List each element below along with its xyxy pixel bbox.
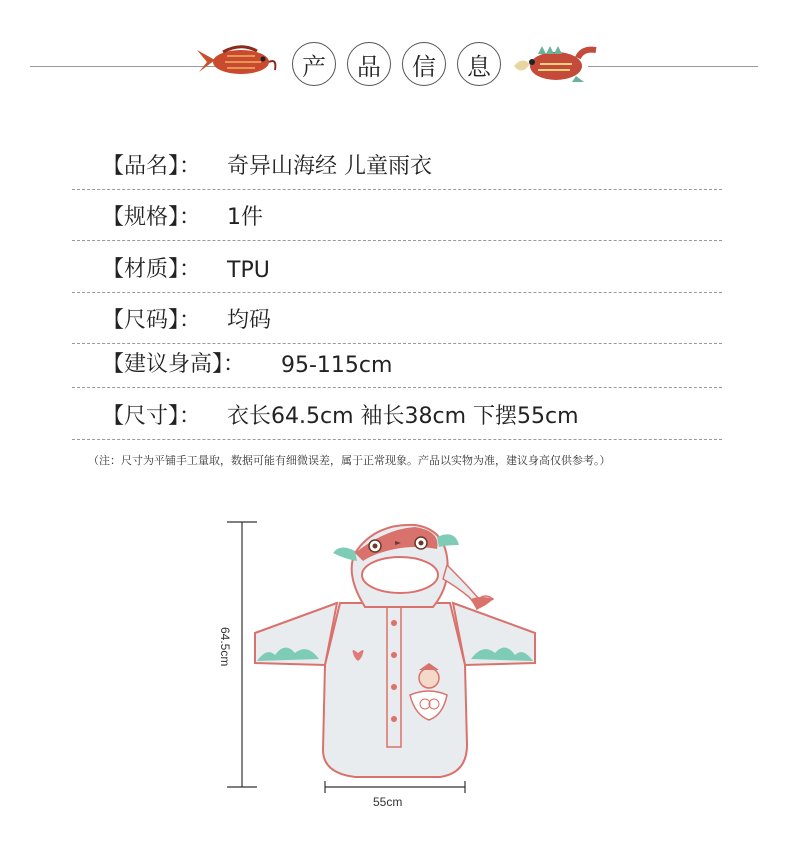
info-row-height [72, 344, 722, 388]
info-label: 【尺寸】： [102, 403, 202, 429]
info-label: 【规格】： [102, 205, 202, 230]
info-label: 【品名】： [102, 153, 202, 179]
width-label: 55cm [373, 795, 403, 809]
section-title [292, 42, 502, 88]
info-label: 【建议身高】： [102, 352, 246, 377]
carp-icon [195, 42, 279, 82]
info-label: 【材质】： [102, 256, 202, 282]
info-value: 95-115cm [281, 353, 393, 378]
raincoat-size-diagram [215, 515, 545, 835]
info-row-name [72, 138, 722, 190]
measurement-note: （注：尺寸为平铺手工量取，数据可能有细微误差，属于正常现象。产品以实物为准，建议身高仅供参考。） [88, 454, 611, 467]
section-header [0, 30, 791, 100]
info-value: TPU [227, 257, 270, 283]
title-char-4: 息 [457, 42, 501, 86]
info-value: 奇异山海经 儿童雨衣 [227, 153, 432, 179]
info-value: 均码 [227, 308, 272, 333]
header-line-right [588, 66, 758, 67]
info-label: 【尺码】： [102, 308, 202, 333]
info-row-spec [72, 190, 722, 242]
dragon-fish-icon [512, 42, 598, 86]
height-label: 64.5cm [218, 627, 232, 667]
raincoat-illustration [255, 525, 535, 777]
info-row-material [72, 241, 722, 293]
title-char-1: 产 [292, 42, 336, 86]
title-char-2: 品 [347, 42, 391, 86]
info-value: 1件 [227, 205, 263, 230]
info-row-dimensions [72, 388, 722, 440]
product-info-list [72, 138, 722, 440]
info-row-size [72, 293, 722, 345]
title-char-3: 信 [402, 42, 446, 86]
info-value: 衣长64.5cm 袖长38cm 下摆55cm [227, 403, 579, 429]
